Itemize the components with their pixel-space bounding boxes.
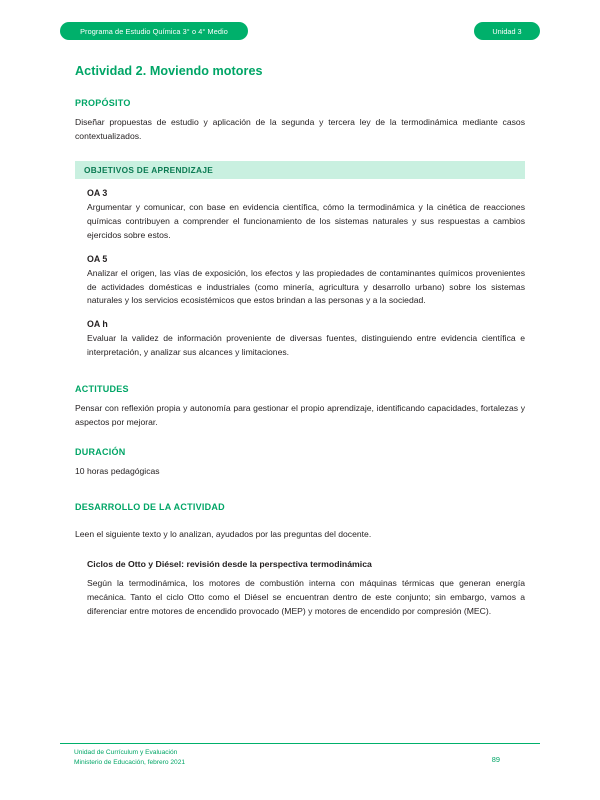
objective-code: OA h xyxy=(87,319,108,330)
attitudes-heading: ACTITUDES xyxy=(75,384,129,395)
attitudes-text: Pensar con reflexión propia y autonomía para gestionar el propio aprendizaje, identificando capacidades, fortalezas y aspectos por mejorar. xyxy=(75,403,525,428)
objective-item xyxy=(75,319,525,360)
footer-divider xyxy=(60,743,540,744)
spacer xyxy=(75,371,525,384)
footer-line-2: Ministerio de Educación, febrero 2021 xyxy=(74,759,186,767)
objective-code: OA 3 xyxy=(87,187,108,198)
objective-item xyxy=(75,254,525,309)
development-intro-text: Leen el siguiente texto y lo analizan, ayudados por las preguntas del docente. xyxy=(75,528,372,539)
objective-code: OA 5 xyxy=(87,253,108,264)
page-title: Actividad 2. Moviendo motores xyxy=(75,64,263,78)
purpose-heading: PROPÓSITO xyxy=(75,98,131,108)
page-content xyxy=(75,64,525,636)
program-banner: Programa de Estudio Química 3° o 4° Medio xyxy=(60,22,248,40)
duration-text: 10 horas pedagógicas xyxy=(75,466,160,477)
footer-line-1: Unidad de Currículum y Evaluación xyxy=(74,749,178,756)
footer-publisher xyxy=(74,748,185,768)
development-heading: DESARROLLO DE LA ACTIVIDAD xyxy=(75,501,225,512)
duration-heading: DURACIÓN xyxy=(75,447,126,458)
unit-badge: Unidad 3 xyxy=(474,22,540,40)
page-footer xyxy=(60,748,540,772)
reading-title: Ciclos de Otto y Diésel: revisión desde la perspectiva termodinámica xyxy=(87,558,372,569)
purpose-text: Diseñar propuestas de estudio y aplicación de la segunda y tercera ley de la termodinámica mediante casos contextualizados. xyxy=(75,117,525,141)
reading-text: Según la termodinámica, los motores de combustión interna con máquinas térmicas que generan energía mecánica. Tanto el ciclo Otto como el Diésel se encuentran dentro de este conjunto; sin embargo, vamos a diferenciar entre motores de encendido provocado (MEP) y motores de encendido por compresión (MEC). xyxy=(87,577,525,616)
objective-text: Argumentar y comunicar, con base en evidencia científica, cómo la termodinámica y la cinética de reacciones químicas contribuyen a comprender el funcionamiento de los sistemas naturales y sus respuestas a cambios ejercidos sobre estos. xyxy=(87,201,525,240)
objective-text: Evaluar la validez de información proveniente de diversas fuentes, distinguiendo entre evidencia científica e interpretación, y analizar sus alcances y limitaciones. xyxy=(87,333,525,358)
page-number: 89 xyxy=(491,755,500,764)
learning-objectives-heading: OBJETIVOS DE APRENDIZAJE xyxy=(75,161,525,179)
objective-item xyxy=(75,188,525,243)
objective-text: Analizar el origen, las vías de exposición, los efectos y las propiedades de contaminantes químicos provenientes de actividades domésticas e industriales (como minería, agricultura y desarrollo urbano) sobre los sistemas naturales y los servicios ecosistémicos que estos brindan a las personas y a la sociedad. xyxy=(87,267,525,306)
page-header xyxy=(0,22,600,42)
